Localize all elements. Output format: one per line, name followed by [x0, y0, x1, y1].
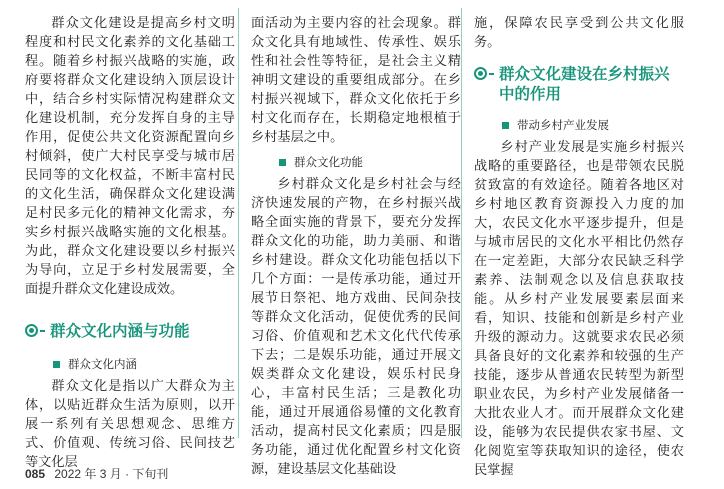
column-divider [238, 8, 239, 438]
body-paragraph: 乡村产业发展是实施乡村振兴战略的重要路径，也是带领农民脱贫致富的有效途径。随着各地区对乡村地区教育资源投入力度的加大，农民文化水平逐步提升，但是与城市居民的文化水平相比仍然存在一定差距，大部分农民缺乏科学素养、法制观念以及信息获取技能。从乡村产业发展要素层面来看，知识、技能和创新是乡村产业升级的源动力。这就要求农民必须具备良好的文化素养和较强的生产技能，逐步从普通农民转型为新型职业农民，为乡村产业发展储备一大批农业人才。而开展群众文化建设，能够为农民提供农家书屋、文化阅览室等获取知识的途径，使农民掌握 [474, 140, 684, 478]
column-2 [251, 14, 461, 479]
heading-dash [40, 330, 45, 332]
body-paragraph: 面活动为主要内容的社会现象。群众文化具有地域性、传承性、娱乐性和社会性等特征，是社会主义精神明文建设的重要组成部分。在乡村振兴视域下，群众文化依托于乡村文化而存在，长期稳定地根植于乡村基层之中。 [251, 16, 461, 145]
subsection-heading [502, 116, 684, 134]
column-1 [25, 14, 235, 472]
body-paragraph: 乡村群众文化是乡村社会与经济快速发展的产物，在乡村振兴战略全面实施的背景下，要充分发挥群众文化的功能，助力美丽、和谐乡村建设。群众文化功能包括以下几个方面：一是传承功能，通过开展节日祭祀、地方戏曲、民间杂技等群众文化活动，促使优秀的民间习俗、价值观和艺术文化代代传承下去；二是娱乐功能，通过开展文娱类群众文化建设，娱乐村民身心，丰富村民生活；三是教化功能，通过开展通俗易懂的文化教育活动，提高村民文化素质；四是服务功能，通过优化配置乡村文化资源，建设基层文化基础设 [251, 177, 461, 477]
page-number: 085 [25, 467, 46, 481]
page-footer [25, 466, 168, 482]
subsection-title: 群众文化内涵 [68, 357, 137, 371]
subsection-title: 带动乡村产业发展 [517, 118, 609, 132]
section-title: 群众文化建设在乡村振兴中的作用 [499, 65, 670, 103]
column-3 [474, 14, 684, 480]
body-paragraph: 群众文化建设是提高乡村文明程度和村民文化素养的文化基础工程。随着乡村振兴战略的实施，政府要将群众文化建设纳入顶层设计中，结合乡村实际情况构建群众文化建设机制，充分发挥自身的主导作用，促使公共文化资源配置向乡村倾斜，使广大村民享受与城市居民同等的文化权益，不断丰富村民的文化生活，确保群众文化建设满足村民多元化的精神文化需求，夯实乡村振兴战略实施的文化根基。为此，群众文化建设要以乡村振兴为导向，立足于乡村发展需要，全面提升群众文化建设成效。 [25, 16, 235, 297]
subsection-heading [53, 355, 235, 373]
circle-target-icon [25, 324, 38, 337]
section-heading [474, 64, 684, 104]
square-bullet-icon [502, 122, 509, 129]
subsection-heading [279, 153, 461, 171]
section-title: 群众文化内涵与功能 [50, 322, 190, 340]
circle-target-icon [474, 67, 487, 80]
section-heading [25, 321, 235, 341]
square-bullet-icon [279, 159, 286, 166]
square-bullet-icon [53, 361, 60, 368]
column-divider [461, 8, 462, 438]
body-paragraph: 施，保障农民享受到公共文化服务。 [474, 16, 684, 50]
body-paragraph: 群众文化是指以广大群众为主体，以贴近群众生活为原则，以开展一系列有关思想观念、思维方式、价值观、传统习俗、民间技艺等文化层 [25, 379, 235, 470]
heading-dash [489, 73, 494, 75]
issue-info: 2022 年 3 月 · 下旬刊 [54, 467, 169, 481]
subsection-title: 群众文化功能 [294, 155, 363, 169]
